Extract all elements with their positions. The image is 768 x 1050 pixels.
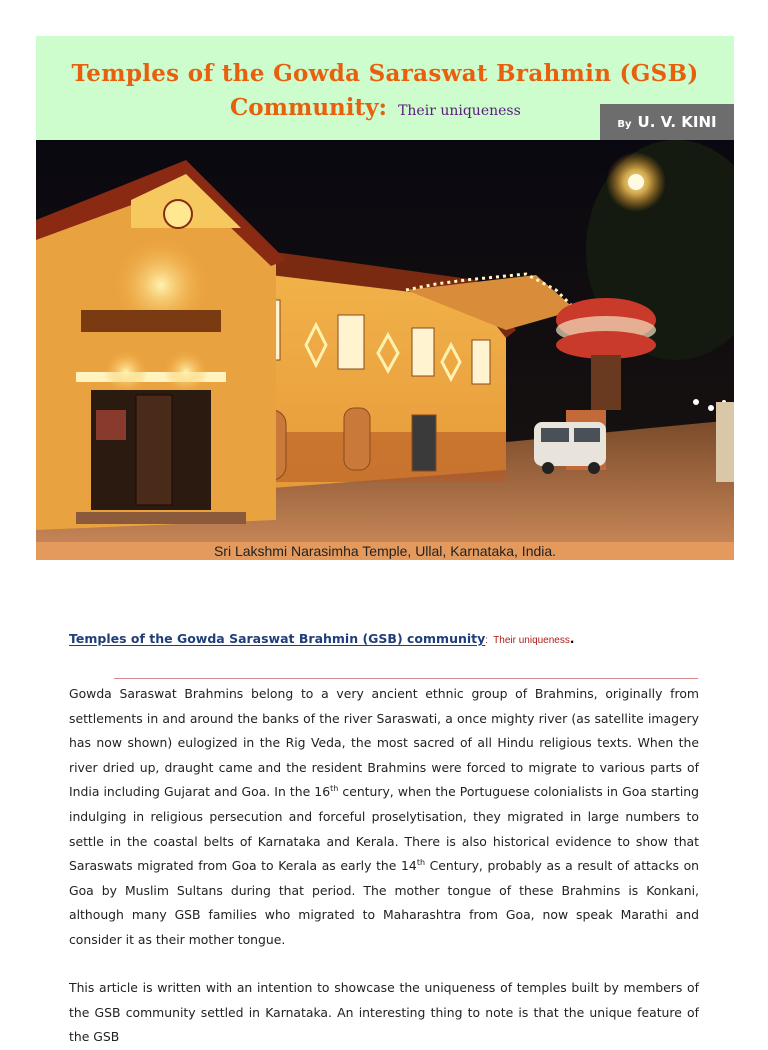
superscript-th-1: th	[330, 784, 339, 794]
divider	[114, 678, 698, 679]
author-name: U. V. KINI	[637, 113, 717, 131]
superscript-th-2: th	[416, 858, 426, 868]
article-heading-subtitle: Their uniqueness	[493, 635, 570, 646]
paragraph-1-part-c: Century, probably as a result of attacks on Goa by Muslim Sultans during that period. The mother tongue of these Brahmins is Konkani, although many GSB families who migrated to Maharashtra from Goa, now speak Marathi and consider it as their mother tongue.	[69, 858, 700, 947]
paragraph-1-part-b: century, when the Portuguese colonialists in Goa starting indulging in religious persecution and forceful proselytisation, they migrated in large numbers to settle in the coastal belts of Karnataka and Kerala. There is also historical evidence to show that Saraswats migrated from Goa to Kerala as early the 14	[69, 784, 699, 874]
author-badge	[600, 104, 734, 140]
article-heading	[69, 628, 574, 647]
article-heading-link[interactable]: Temples of the Gowda Saraswat Brahmin (GSB) community	[69, 631, 486, 646]
paragraph-1	[69, 682, 699, 953]
document-title-line1: Temples of the Gowda Saraswat Brahmin (GSB)	[71, 60, 699, 87]
document-title-community: Community:	[230, 94, 387, 121]
document-subtitle: Their uniqueness	[398, 103, 521, 119]
article-heading-end: .	[569, 632, 575, 646]
photo-caption: Sri Lakshmi Narasimha Temple, Ullal, Karnataka, India.	[36, 542, 734, 560]
paragraph-2: This article is written with an intention to showcase the uniqueness of temples built by members of the GSB community settled in Karnataka. An interesting thing to note is that the unique feature of the GSB	[69, 980, 699, 1045]
author-prefix: By	[617, 118, 632, 130]
paragraph-1-part-a: Gowda Saraswat Brahmins belong to a very ancient ethnic group of Brahmins, originally from settlements in and around the banks of the river Saraswati, a once mighty river (as satellite imagery has now shown) eulogized in the Rig Veda, the most sacred of all Hindu religious texts. When the river dried up, draught came and the resident Brahmins were forced to migrate to various parts of India including Gujarat and Goa. In the 16	[69, 686, 699, 800]
document-title-line2	[230, 94, 521, 121]
temple-photo	[36, 140, 734, 542]
article-heading-separator: :	[485, 635, 489, 646]
